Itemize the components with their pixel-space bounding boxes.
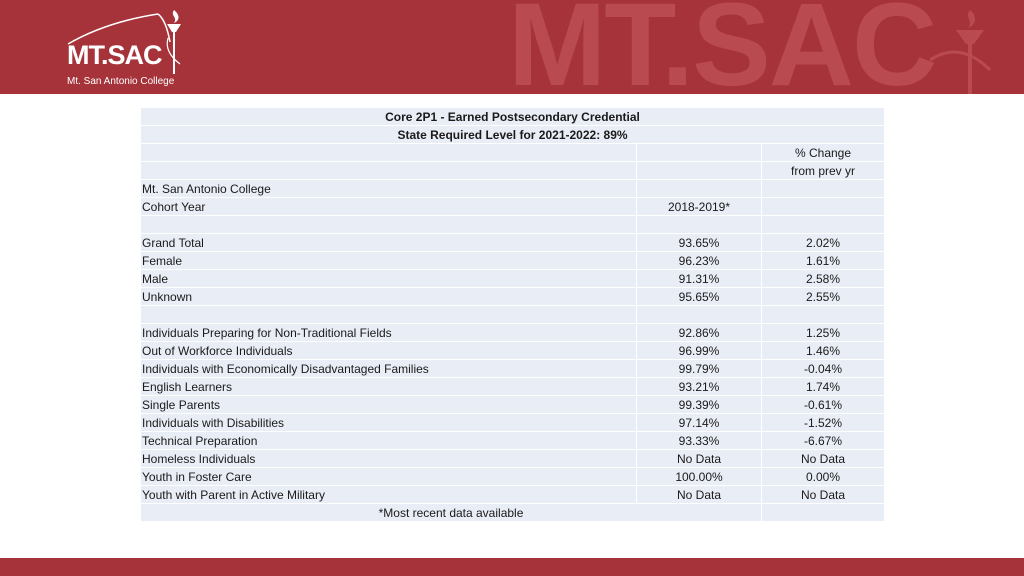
row-change: 2.55% xyxy=(762,288,885,306)
row-value: 93.65% xyxy=(637,234,762,252)
row-value: 96.23% xyxy=(637,252,762,270)
institution-name: Mt. San Antonio College xyxy=(141,180,637,198)
header-row-2 xyxy=(141,162,885,180)
row-value: No Data xyxy=(637,486,762,504)
table-row xyxy=(141,414,885,432)
row-change: -0.04% xyxy=(762,360,885,378)
row-label: Male xyxy=(141,270,637,288)
spacer-row xyxy=(141,216,885,234)
table-title: Core 2P1 - Earned Postsecondary Credential xyxy=(141,108,885,126)
logo-title: MT.SAC xyxy=(67,40,162,70)
logo-subtitle: Mt. San Antonio College xyxy=(67,76,175,87)
cohort-row xyxy=(141,198,885,216)
row-value: 93.21% xyxy=(637,378,762,396)
row-change: 1.74% xyxy=(762,378,885,396)
table-row xyxy=(141,486,885,504)
table-row xyxy=(141,468,885,486)
table-row xyxy=(141,342,885,360)
row-change: No Data xyxy=(762,450,885,468)
row-label: Female xyxy=(141,252,637,270)
row-value: 95.65% xyxy=(637,288,762,306)
table-row xyxy=(141,252,885,270)
table-row xyxy=(141,432,885,450)
credential-table xyxy=(140,107,885,522)
change-header-sub: from prev yr xyxy=(762,162,885,180)
row-value: 91.31% xyxy=(637,270,762,288)
row-label: Technical Preparation xyxy=(141,432,637,450)
table-row xyxy=(141,288,885,306)
table-subtitle: State Required Level for 2021-2022: 89% xyxy=(141,126,885,144)
footnote: *Most recent data available xyxy=(141,504,762,522)
row-change: 1.46% xyxy=(762,342,885,360)
mtsac-logo[interactable] xyxy=(66,8,206,88)
cohort-year: 2018-2019* xyxy=(637,198,762,216)
watermark-torch-icon xyxy=(930,0,1010,94)
row-change: 1.25% xyxy=(762,324,885,342)
header-band xyxy=(0,0,1024,94)
row-change: 0.00% xyxy=(762,468,885,486)
row-label: Individuals with Disabilities xyxy=(141,414,637,432)
watermark-text: MT.SAC xyxy=(508,0,936,94)
row-value: 92.86% xyxy=(637,324,762,342)
row-value: 96.99% xyxy=(637,342,762,360)
row-change: 1.61% xyxy=(762,252,885,270)
row-change: 2.58% xyxy=(762,270,885,288)
row-label: Individuals with Economically Disadvantaged Families xyxy=(141,360,637,378)
row-change: -6.67% xyxy=(762,432,885,450)
row-value: 99.79% xyxy=(637,360,762,378)
row-change: 2.02% xyxy=(762,234,885,252)
row-value: 100.00% xyxy=(637,468,762,486)
subtitle-row xyxy=(141,126,885,144)
row-change: -1.52% xyxy=(762,414,885,432)
row-label: Youth with Parent in Active Military xyxy=(141,486,637,504)
row-change: No Data xyxy=(762,486,885,504)
row-label: Out of Workforce Individuals xyxy=(141,342,637,360)
row-label: Single Parents xyxy=(141,396,637,414)
row-value: 93.33% xyxy=(637,432,762,450)
table-row xyxy=(141,396,885,414)
table-row xyxy=(141,378,885,396)
footer-band xyxy=(0,558,1024,576)
row-label: Homeless Individuals xyxy=(141,450,637,468)
row-value: No Data xyxy=(637,450,762,468)
institution-row xyxy=(141,180,885,198)
header-row-1 xyxy=(141,144,885,162)
row-label: Unknown xyxy=(141,288,637,306)
row-label: Individuals Preparing for Non-Traditional Fields xyxy=(141,324,637,342)
cohort-label: Cohort Year xyxy=(141,198,637,216)
row-value: 99.39% xyxy=(637,396,762,414)
title-row xyxy=(141,108,885,126)
table-row xyxy=(141,234,885,252)
row-change: -0.61% xyxy=(762,396,885,414)
table-row xyxy=(141,324,885,342)
spacer-row xyxy=(141,306,885,324)
table-row xyxy=(141,360,885,378)
change-header: % Change xyxy=(762,144,885,162)
row-label: Grand Total xyxy=(141,234,637,252)
footnote-row xyxy=(141,504,885,522)
table-row xyxy=(141,270,885,288)
table-row xyxy=(141,450,885,468)
row-label: Youth in Foster Care xyxy=(141,468,637,486)
row-value: 97.14% xyxy=(637,414,762,432)
row-label: English Learners xyxy=(141,378,637,396)
